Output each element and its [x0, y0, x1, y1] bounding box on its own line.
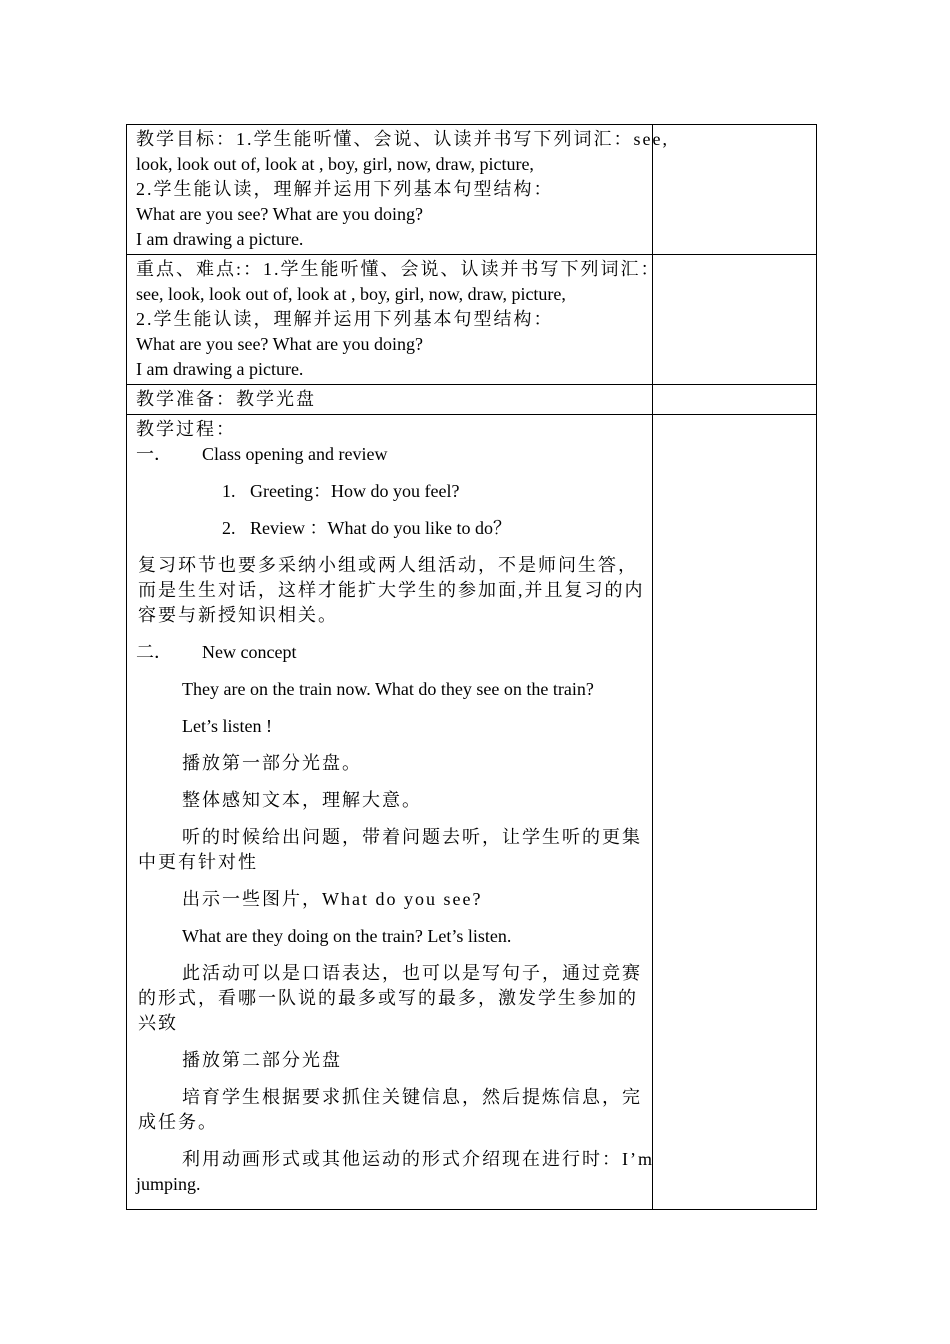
review-note	[136, 553, 644, 628]
list-item-number: 1.	[222, 481, 236, 501]
concept-line: 出示一些图片，What do you see?	[182, 889, 483, 909]
objectives-cell	[127, 125, 669, 255]
concept-line: 播放第一部分光盘。	[182, 753, 362, 773]
objectives-line: 教学目标：1.学生能听懂、会说、认读并书写下列词汇：see,	[136, 129, 669, 149]
objectives-line: 2.学生能认读，理解并运用下列基本句型结构：	[136, 179, 554, 199]
concept-line: 整体感知文本，理解大意。	[182, 790, 422, 810]
concept-paragraph	[136, 1085, 644, 1135]
table-row-process	[127, 415, 817, 1210]
table-row-objectives	[127, 125, 817, 255]
list-item	[222, 479, 644, 504]
concept-line: What are they doing on the train? Let’s listen.	[182, 926, 512, 946]
objectives-line: I am drawing a picture.	[136, 229, 304, 249]
section-number: 一．	[136, 444, 172, 464]
process-heading: 教学过程：	[136, 419, 236, 439]
concept-paragraph	[136, 961, 644, 1036]
process-side-cell	[653, 415, 817, 1210]
list-item	[222, 516, 644, 541]
note-line: 而是生生对话，这样才能扩大学生的参加面,并且复习的内	[138, 580, 645, 600]
list-item-number: 2.	[222, 518, 236, 538]
paragraph-line: 听的时候给出问题，带着问题去听，让学生听的更集	[182, 827, 642, 847]
preparation-side-cell	[653, 385, 817, 415]
key-points-cell	[127, 255, 661, 385]
table-row-preparation	[127, 385, 817, 415]
paragraph-line: 此活动可以是口语表达，也可以是写句子，通过竞赛	[182, 963, 642, 983]
key-points-line: I am drawing a picture.	[136, 359, 304, 379]
paragraph-line: 中更有针对性	[138, 852, 258, 872]
concept-line: 播放第二部分光盘	[182, 1050, 342, 1070]
preparation-cell	[127, 385, 653, 415]
paragraph-line: jumping.	[136, 1174, 201, 1194]
section-title: Class opening and review	[202, 444, 388, 464]
section-title: New concept	[202, 642, 297, 662]
objectives-side-cell	[653, 125, 817, 255]
note-line: 容要与新授知识相关。	[138, 605, 338, 625]
key-points-side-cell	[653, 255, 817, 385]
objectives-line: What are you see? What are you doing?	[136, 204, 424, 224]
review-list	[136, 479, 644, 541]
paragraph-line: 成任务。	[138, 1112, 218, 1132]
process-cell	[127, 415, 653, 1210]
key-points-line: 重点、难点:：1.学生能听懂、会说、认读并书写下列词汇：	[136, 259, 661, 279]
list-item-text: Greeting：How do you feel?	[250, 481, 460, 501]
table-row-key-points	[127, 255, 817, 385]
key-points-line: What are you see? What are you doing?	[136, 334, 424, 354]
concept-paragraph	[136, 1147, 654, 1197]
lesson-plan-table	[126, 124, 817, 1210]
concept-paragraph	[136, 825, 644, 875]
section-heading	[136, 640, 644, 665]
concept-line: They are on the train now. What do they see on the train?	[182, 679, 594, 699]
key-points-line: 2.学生能认读，理解并运用下列基本句型结构：	[136, 309, 554, 329]
paragraph-line: 利用动画形式或其他运动的形式介绍现在进行时：I’m	[182, 1149, 654, 1169]
list-item-text: Review ：What do you like to do？	[250, 518, 511, 538]
note-line: 复习环节也要多采纳小组或两人组活动，不是师问生答，	[138, 555, 638, 575]
preparation-line: 教学准备：教学光盘	[136, 389, 316, 409]
concept-line: Let’s listen !	[182, 716, 272, 736]
objectives-line: look, look out of, look at , boy, girl, now, draw, picture,	[136, 154, 534, 174]
paragraph-line: 兴致	[138, 1013, 178, 1033]
paragraph-line: 的形式，看哪一队说的最多或写的最多，激发学生参加的	[138, 988, 638, 1008]
key-points-line: see, look, look out of, look at , boy, girl, now, draw, picture,	[136, 284, 566, 304]
section-heading	[136, 442, 644, 467]
paragraph-line: 培育学生根据要求抓住关键信息，然后提炼信息，完	[182, 1087, 642, 1107]
section-number: 二．	[136, 642, 172, 662]
